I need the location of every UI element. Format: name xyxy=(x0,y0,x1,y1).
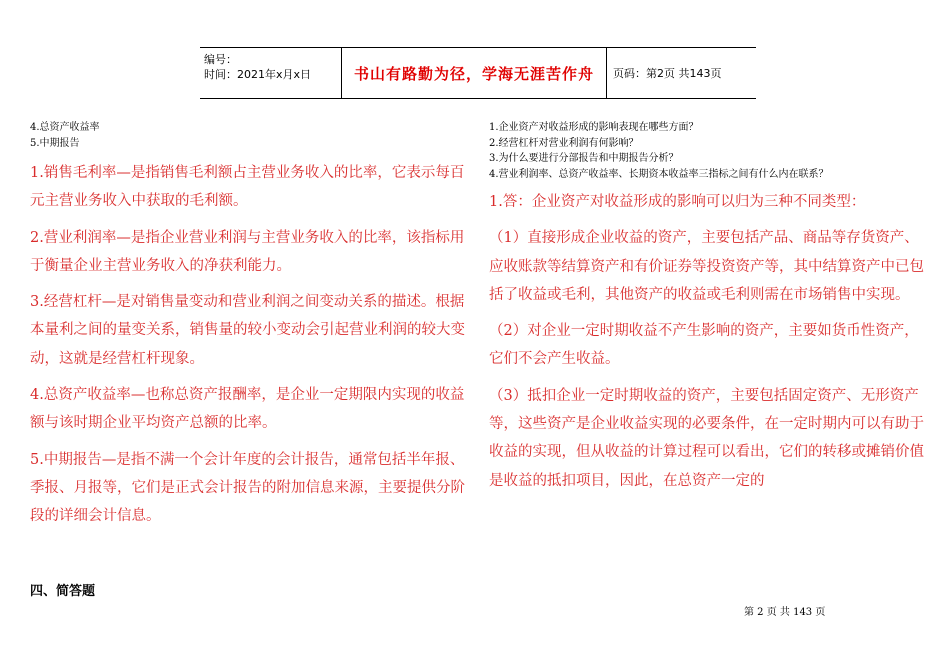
answer-paragraph: 3.经营杠杆—是对销售量变动和营业利润之间变动关系的描述。根据本量利之间的量变关系，销售量的较小变动会引起营业利润的较大变动，这就是经营杠杆现象。 xyxy=(30,294,465,367)
header-table xyxy=(200,47,756,99)
question-line: 4.营业利润率、总资产收益率、长期资本收益率三指标之间有什么内在联系？ xyxy=(489,168,829,180)
answer-paragraph: 5.中期报告—是指不满一个会计年度的会计报告，通常包括半年报、季报、月报等，它们是正式会计报告的附加信息来源，主要提供分阶段的详细会计信息。 xyxy=(30,451,465,525)
answer-paragraph: （3）抵扣企业一定时期收益的资产，主要包括固定资产、无形资产等，这些资产是企业收益实现的必要条件，在一定时期内可以有助于收益的实现，但从收益的计算过程可以看出，它们的转移或摊销价值是收益的抵扣项目，因此，在总资产一定的 xyxy=(489,387,924,489)
question-line: 1.企业资产对收益形成的影响表现在哪些方面？ xyxy=(489,122,699,133)
header-page-cell xyxy=(607,48,756,98)
answer-paragraph: （1）直接形成企业收益的资产，主要包括产品、商品等存货资产、应收账款等结算资产和有价证券等投资资产等，其中结算资产中已包括了收益或毛利，其他资产的收益或毛利则需在市场销售中实现。 xyxy=(489,230,924,303)
question-line: 3.为什么要进行分部报告和中期报告分析？ xyxy=(489,153,679,164)
header-info-cell xyxy=(200,48,342,98)
section-heading: 四、简答题 xyxy=(30,584,96,599)
answer-paragraph: （2）对企业一定时期收益不产生影响的资产，主要如货币性资产，它们不会产生收益。 xyxy=(489,323,919,368)
answer-paragraph: 1.答：企业资产对收益形成的影响可以归为三种不同类型： xyxy=(489,194,866,210)
definition-answers xyxy=(30,159,470,531)
answer-paragraph: 1.销售毛利率—是指销售毛利额占主营业务收入的比率，它表示每百元主营业务收入中获取的毛利额。 xyxy=(30,165,465,210)
page-footer: 第 2 页 共 143 页 xyxy=(744,607,826,618)
question-line: 2.经营杠杆对营业利润有何影响？ xyxy=(489,137,639,149)
question-line: 4.总资产收益率 xyxy=(30,122,100,133)
answer-paragraph: 4.总资产收益率—也称总资产报酬率，是企业一定期限内实现的收益额与该时期企业平均资产总额的比率。 xyxy=(30,387,465,432)
short-answers xyxy=(489,188,929,495)
answer-paragraph: 2.营业利润率—是指企业营业利润与主营业务收入的比率，该指标用于衡量企业主营业务收入的净获利能力。 xyxy=(30,229,465,274)
header-motto: 书山有路勤为径，学海无涯苦作舟 xyxy=(353,64,594,83)
question-line: 5.中期报告 xyxy=(30,137,80,149)
left-column xyxy=(30,120,470,539)
document-number-label: 编号： xyxy=(204,53,237,66)
header-motto-cell xyxy=(342,48,607,98)
document-time-label: 时间：2021年x月x日 xyxy=(204,68,312,81)
right-column xyxy=(489,120,929,503)
header-page-label: 页码：第2页 共143页 xyxy=(613,67,722,80)
